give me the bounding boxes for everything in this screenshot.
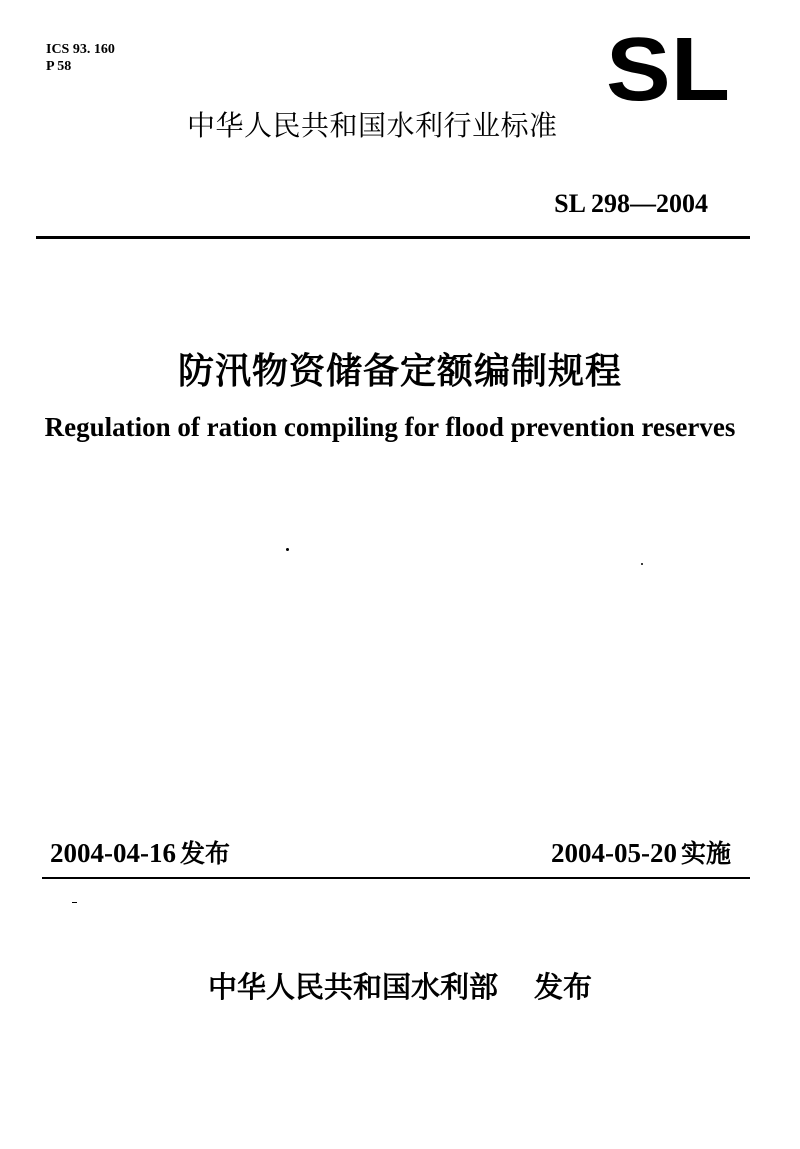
publisher-line: [0, 965, 800, 1006]
issue-label: 发布: [179, 839, 230, 868]
sl-logo: [606, 34, 730, 104]
standard-category: 中华人民共和国水利行业标准: [187, 109, 558, 142]
classification-codes: [46, 41, 115, 75]
standard-number: SL 298—2004: [554, 189, 708, 218]
speck: [72, 902, 77, 903]
ccs-code: P 58: [46, 59, 72, 74]
implement-label: 实施: [680, 839, 731, 868]
title-chinese: 防汛物资储备定额编制规程: [177, 351, 622, 392]
title-english: Regulation of ration compiling for flood prevention reserves: [44, 412, 736, 442]
issue-date-line: [50, 834, 230, 870]
implement-date-line: [551, 834, 731, 870]
speck: [641, 563, 643, 565]
speck: [286, 548, 289, 551]
publisher-label: 发布: [534, 970, 593, 1004]
publisher-name: 中华人民共和国水利部: [207, 970, 498, 1004]
issue-date: 2004-04-16: [50, 838, 176, 868]
ics-code: ICS 93. 160: [46, 42, 115, 57]
implement-date: 2004-05-20: [551, 838, 677, 868]
bottom-divider: [42, 877, 750, 879]
top-divider: [36, 236, 750, 239]
sl-logo-text: SL: [606, 34, 730, 104]
